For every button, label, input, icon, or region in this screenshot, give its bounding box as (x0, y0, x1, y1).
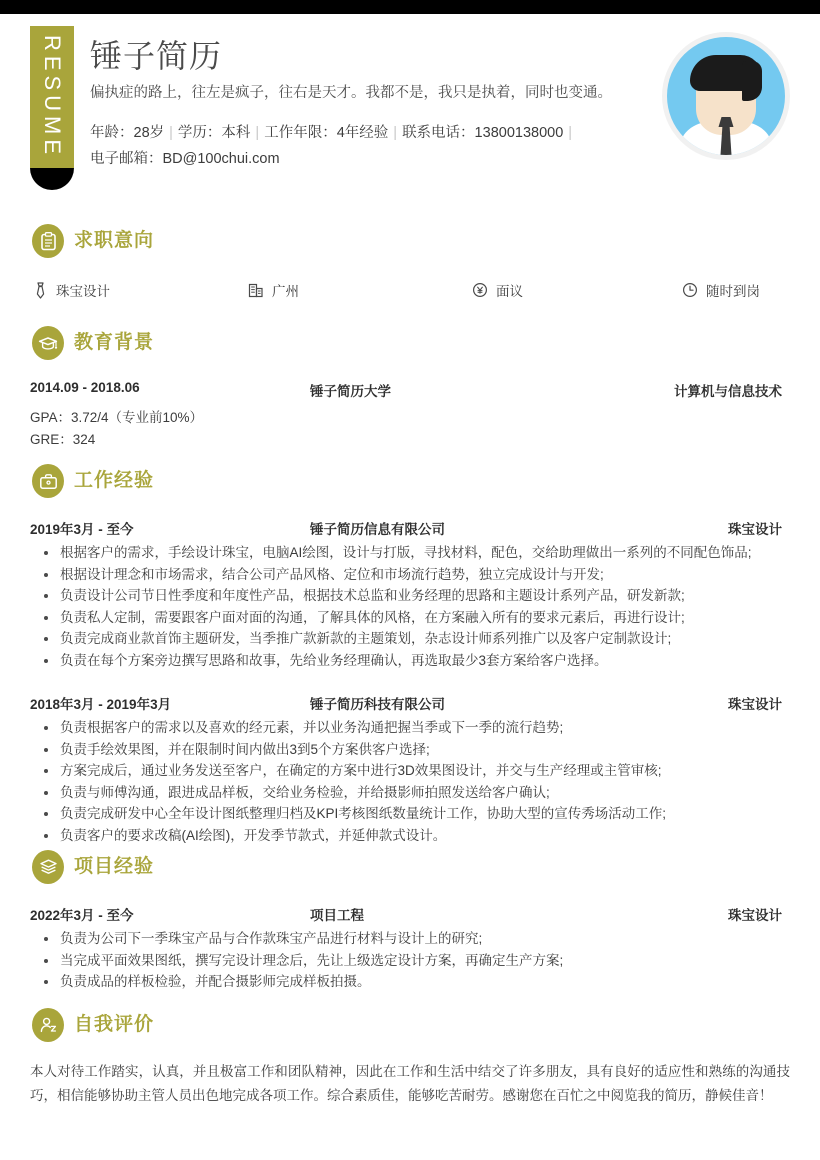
work-entry-header (0, 518, 820, 540)
section-title-work: 工作经验 (74, 470, 155, 491)
project-bullet: 当完成平面效果图纸，撰写完设计理念后，先让上级选定设计方案，再确定生产方案; (44, 950, 820, 972)
clock-icon (680, 282, 700, 298)
work-bullet: 方案完成后，通过业务发送至客户，在确定的方案中进行3D效果图设计，并交与生产经理或主管审核; (44, 760, 820, 782)
job-intent-city-label: 广州 (272, 284, 299, 299)
project-bullet: 负责成品的样板检验，并配合摄影师完成样板拍摄。 (44, 971, 820, 993)
tie-icon (30, 282, 50, 299)
project-role: 珠宝设计 (728, 908, 782, 923)
meta-divider: | (568, 125, 573, 141)
meta-divider: | (169, 125, 173, 141)
section-education (0, 326, 820, 451)
project-bullet: 负责为公司下一季珠宝产品与合作款珠宝产品进行材料与设计上的研究; (44, 928, 820, 950)
job-intent-row-wrap (0, 280, 820, 314)
job-intent-availability-label: 随时到岗 (706, 284, 760, 299)
job-intent-salary-label: 面议 (496, 284, 523, 299)
section-header-project (0, 850, 820, 886)
work-bullet: 负责根据客户的需求以及喜欢的经元素，并以业务沟通把握当季或下一季的流行趋势; (44, 717, 820, 739)
meta-age: 年龄：28岁 (90, 125, 165, 141)
contact-meta-line-1 (90, 120, 630, 146)
job-intent-salary (470, 280, 680, 300)
education-entry-header (0, 380, 820, 402)
section-title-project: 项目经验 (74, 856, 155, 877)
work-date: 2018年3月 - 2019年3月 (30, 697, 172, 712)
work-bullets (0, 542, 820, 671)
education-school: 锤子简历大学 (310, 384, 391, 399)
work-bullet: 负责完成商业款首饰主题研发，当季推广款新款的主题策划，杂志设计师系列推广以及客户定制款设计; (44, 628, 820, 650)
contact-meta-line-2: 电子邮箱：BD@100chui.com (90, 151, 280, 167)
avatar (662, 32, 790, 160)
work-company: 锤子简历信息有限公司 (310, 522, 445, 537)
clipboard-icon (32, 224, 64, 258)
project-entry (0, 904, 820, 993)
work-bullet: 负责手绘效果图，并在限制时间内做出3到5个方案供客户选择; (44, 739, 820, 761)
section-header-work (0, 464, 820, 500)
avatar-hair-side (742, 61, 762, 101)
meta-phone: 联系电话：13800138000 (402, 125, 564, 141)
work-date: 2019年3月 - 至今 (30, 522, 134, 537)
header-main (90, 36, 630, 172)
section-self-evaluation (0, 1008, 820, 1108)
building-icon (246, 282, 266, 298)
work-entry (0, 518, 820, 671)
section-job-intent (0, 224, 820, 314)
section-title-education: 教育背景 (74, 332, 155, 353)
yen-icon (470, 282, 490, 298)
layers-icon (32, 850, 64, 884)
meta-years: 工作年限：4年经验 (264, 125, 389, 141)
work-bullet: 负责客户的要求改稿(AI绘图)，开发季节款式，并延伸款式设计。 (44, 825, 820, 847)
work-company: 锤子简历科技有限公司 (310, 697, 445, 712)
work-role: 珠宝设计 (728, 522, 782, 537)
work-entry (0, 693, 820, 846)
candidate-name: 锤子简历 (90, 38, 223, 74)
work-bullet: 负责完成研发中心全年设计图纸整理归档及KPI考核图纸数量统计工作，协助大型的宣传秀场活动工作; (44, 803, 820, 825)
job-intent-city (246, 280, 470, 300)
education-gre: GRE：324 (30, 432, 96, 447)
project-bullets (0, 928, 820, 993)
education-entry (0, 380, 820, 451)
work-bullet: 负责与师傅沟通，跟进成品样板，交给业务检验，并给摄影师拍照发送给客户确认; (44, 782, 820, 804)
section-header-job-intent (0, 224, 820, 260)
graduation-cap-icon (32, 326, 64, 360)
job-intent-row (30, 280, 790, 300)
work-bullet: 负责在每个方案旁边撰写思路和故事，先给业务经理确认，再选取最少3套方案给客户选择。 (44, 650, 820, 672)
work-role: 珠宝设计 (728, 697, 782, 712)
section-header-self-eval (0, 1008, 820, 1044)
education-date: 2014.09 - 2018.06 (30, 380, 140, 395)
project-name: 项目工程 (310, 908, 364, 923)
briefcase-icon (32, 464, 64, 498)
section-header-education (0, 326, 820, 362)
work-bullet: 根据客户的需求，手绘设计珠宝，电脑AI绘图，设计与打版，寻找材料，配色，交给助理做出一系列的不同配色饰品; (44, 542, 820, 564)
avatar-illustration (667, 37, 785, 155)
resume-side-tab (30, 26, 74, 168)
work-bullet: 负责私人定制，需要跟客户面对面的沟通，了解具体的风格，在方案融入所有的要求元素后，再进行设计; (44, 607, 820, 629)
meta-degree: 学历：本科 (177, 125, 251, 141)
section-project-experience (0, 850, 820, 993)
work-bullets (0, 717, 820, 846)
resume-side-tab-cap (30, 168, 74, 190)
resume-side-tab-label: RESUME (40, 34, 65, 160)
project-entry-header (0, 904, 820, 926)
job-intent-availability (680, 280, 760, 300)
project-date: 2022年3月 - 至今 (30, 908, 134, 923)
work-entry-header (0, 693, 820, 715)
education-gpa: GPA：3.72/4（专业前10%） (30, 410, 204, 425)
job-intent-position (30, 280, 246, 300)
job-intent-position-label: 珠宝设计 (56, 284, 110, 299)
work-bullet: 根据设计理念和市场需求，结合公司产品风格、定位和市场流行趋势，独立完成设计与开发; (44, 564, 820, 586)
work-bullet: 负责设计公司节日性季度和年度性产品，根据技术总监和业务经理的思路和主题设计系列产品，研发新款; (44, 585, 820, 607)
candidate-motto: 偏执症的路上，往左是疯子，往右是天才。我都不是，我只是执着，同时也变通。 (90, 85, 612, 101)
section-title-job-intent: 求职意向 (74, 230, 155, 251)
section-work-experience (0, 464, 820, 846)
education-major: 计算机与信息技术 (674, 384, 782, 399)
resume-header (0, 14, 820, 192)
person-icon (32, 1008, 64, 1042)
self-evaluation-text: 本人对待工作踏实，认真，并且极富工作和团队精神，因此在工作和生活中结交了许多朋友，具有良好的适应性和熟练的沟通技巧，相信能够协助主管人员出色地完成各项工作。综合素质佳，能够吃苦耐劳。感谢您在百忙之中阅览我的简历，静候佳音！ (30, 1064, 790, 1103)
meta-divider: | (393, 125, 398, 141)
meta-divider: | (255, 125, 260, 141)
section-title-self-eval: 自我评价 (74, 1014, 155, 1035)
top-black-bar (0, 0, 820, 14)
